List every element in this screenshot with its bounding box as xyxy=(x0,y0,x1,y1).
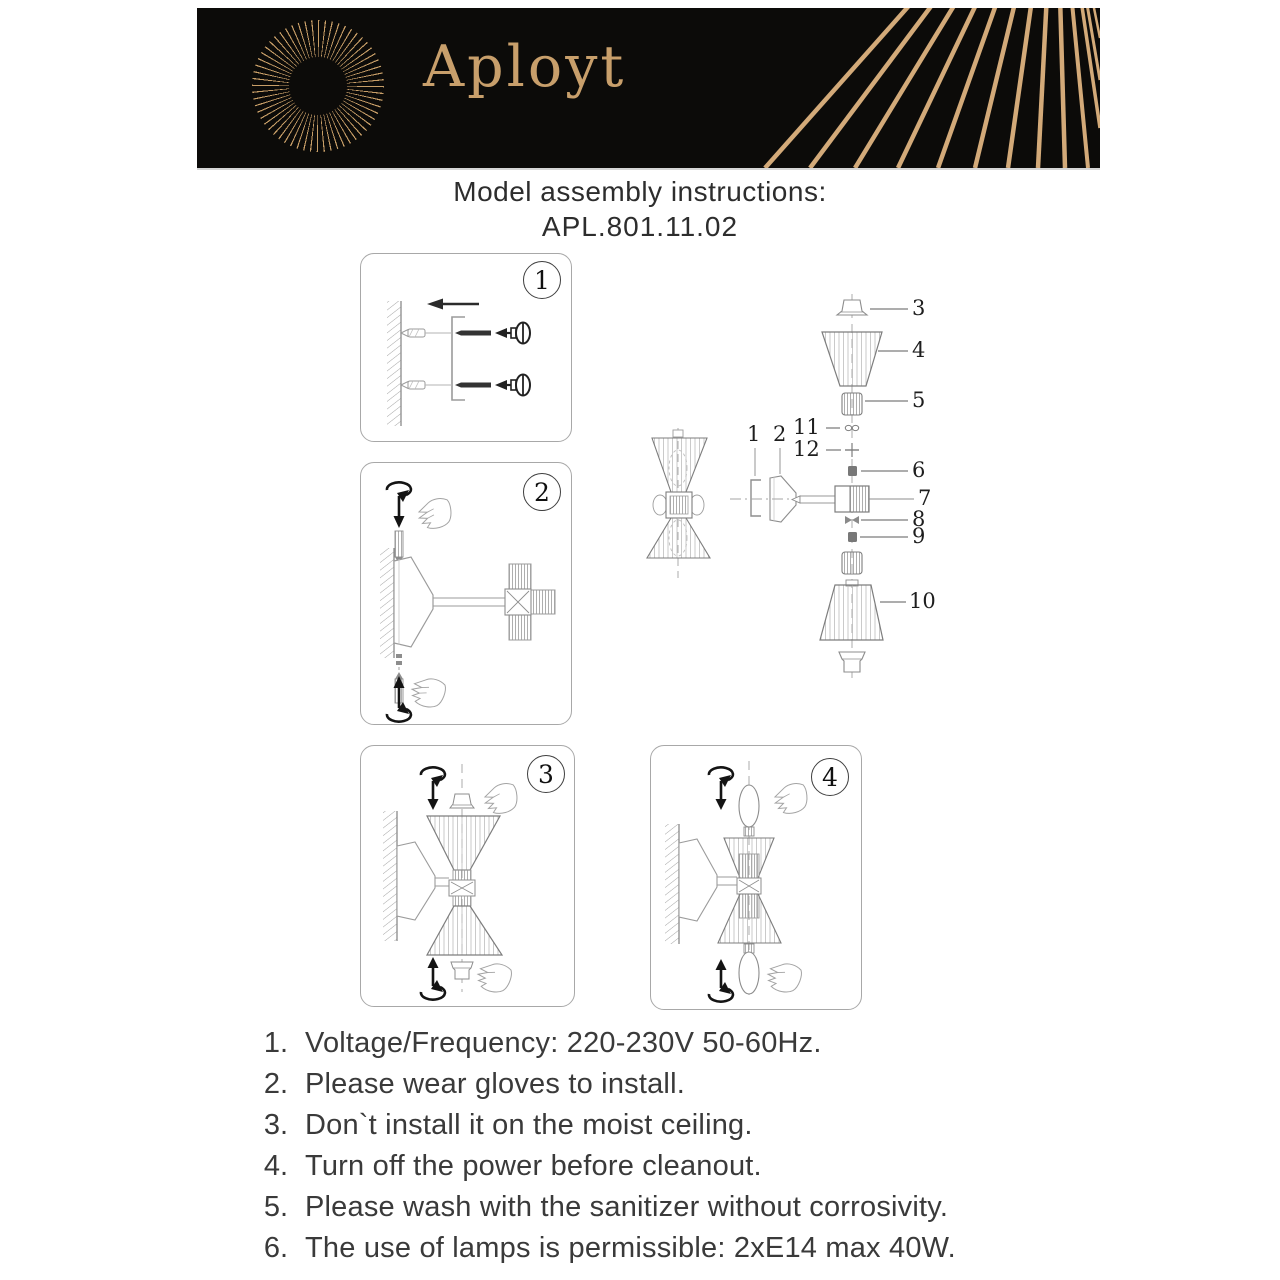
list-item xyxy=(248,1150,1078,1191)
lamp-hub xyxy=(505,564,555,640)
part-label-8: 8 xyxy=(912,507,926,531)
part-nut-9 xyxy=(848,532,908,542)
brand-name: Aployt xyxy=(423,34,627,100)
part-label-4: 4 xyxy=(912,338,926,362)
item-number: 2. xyxy=(263,1068,288,1100)
push-left-arrow-icon xyxy=(427,299,479,310)
list-item xyxy=(248,1109,1078,1150)
wall-canopy xyxy=(394,557,507,647)
brand-header xyxy=(197,8,1100,168)
part-label-2: 2 xyxy=(773,422,787,446)
mounting-bracket xyxy=(452,317,465,400)
step-panel-1 xyxy=(360,253,572,442)
step-number-badge: 4 xyxy=(811,758,849,796)
step-number-badge: 3 xyxy=(527,755,565,793)
wall-canopy xyxy=(397,842,449,920)
lamp-hub xyxy=(449,870,475,906)
finial-cap-bottom xyxy=(451,962,473,979)
hand-icon xyxy=(772,781,810,816)
wall-hatch xyxy=(380,548,394,658)
anchor-screw-row-top xyxy=(401,323,530,344)
instruction-list xyxy=(248,1027,1078,1273)
part-label-11: 11 xyxy=(793,415,820,439)
list-item xyxy=(248,1191,1078,1232)
rotate-screw-up-icon xyxy=(709,959,733,1002)
part-bottom-cup xyxy=(839,652,865,672)
item-number: 1. xyxy=(263,1027,288,1059)
rotate-screw-down-icon xyxy=(421,767,445,810)
exploded-parts-diagram xyxy=(630,280,950,700)
part-lower-shade xyxy=(820,580,906,640)
rotate-screw-up-icon xyxy=(387,676,411,722)
part-socket-top xyxy=(842,393,908,415)
lower-shade xyxy=(718,894,781,943)
hand-icon xyxy=(765,960,804,996)
part-wall-bracket-1 xyxy=(751,448,761,516)
lower-shade xyxy=(427,906,502,955)
item-text: Please wear gloves to install. xyxy=(305,1068,685,1100)
step-number-badge: 1 xyxy=(523,261,561,299)
part-pin-12 xyxy=(826,443,859,457)
model-number: APL.801.11.02 xyxy=(541,211,739,242)
item-text: Please wash with the sanitizer without corrosivity. xyxy=(305,1191,949,1223)
list-item xyxy=(248,1232,1078,1273)
part-label-12: 12 xyxy=(793,437,820,461)
hand-icon xyxy=(416,496,454,531)
part-label-6: 6 xyxy=(912,458,926,482)
item-text: Voltage/Frequency: 220-230V 50-60Hz. xyxy=(305,1027,822,1059)
part-washer-8 xyxy=(845,516,908,524)
corner-rays-decoration xyxy=(670,8,1100,168)
item-number: 3. xyxy=(263,1109,288,1141)
wall-hatch xyxy=(665,824,679,944)
part-finial-cap xyxy=(837,300,908,315)
anchor-screw-row-bottom xyxy=(401,375,530,396)
hand-icon xyxy=(482,781,520,816)
part-nut-6 xyxy=(848,466,908,476)
candle-bulb-bottom xyxy=(739,944,759,994)
upper-shade xyxy=(427,816,500,870)
starburst-logo-icon xyxy=(252,20,384,152)
list-item xyxy=(248,1027,1078,1068)
rotate-screw-down-icon xyxy=(387,482,411,528)
item-text: Turn off the power before cleanout. xyxy=(305,1150,762,1182)
step-panel-3 xyxy=(360,745,575,1007)
step-number-badge: 2 xyxy=(523,473,561,511)
part-label-1: 1 xyxy=(747,422,761,446)
part-upper-shade xyxy=(822,332,908,386)
item-number: 5. xyxy=(263,1191,288,1223)
part-label-5: 5 xyxy=(912,388,926,412)
item-number: 6. xyxy=(263,1232,288,1264)
step-panel-2 xyxy=(360,462,572,725)
part-label-3: 3 xyxy=(912,296,926,320)
finial-cap-top xyxy=(450,794,474,808)
candle-bulb-top xyxy=(739,785,759,836)
hand-icon xyxy=(409,675,448,711)
part-washer-11 xyxy=(826,425,859,430)
rotate-screw-up-icon xyxy=(421,957,445,1000)
hand-icon xyxy=(475,960,514,996)
wall-hatch xyxy=(387,301,401,426)
part-hub-7 xyxy=(792,486,914,512)
list-item xyxy=(248,1068,1078,1109)
page-title: Model assembly instructions: xyxy=(453,176,827,207)
rotate-screw-down-icon xyxy=(709,767,733,810)
item-text: The use of lamps is permissible: 2xE14 max 40W. xyxy=(305,1232,956,1264)
part-label-9: 9 xyxy=(912,524,926,548)
part-label-10: 10 xyxy=(909,589,936,613)
assembled-lamp-view xyxy=(647,428,710,578)
exploded-drawing xyxy=(630,280,950,700)
wall-canopy xyxy=(679,839,737,921)
item-text: Don`t install it on the moist ceiling. xyxy=(305,1109,753,1141)
part-socket-bottom xyxy=(842,552,862,574)
step-panel-4 xyxy=(650,745,862,1010)
part-label-7: 7 xyxy=(918,486,932,510)
item-number: 4. xyxy=(263,1150,288,1182)
wall-hatch xyxy=(383,811,397,941)
